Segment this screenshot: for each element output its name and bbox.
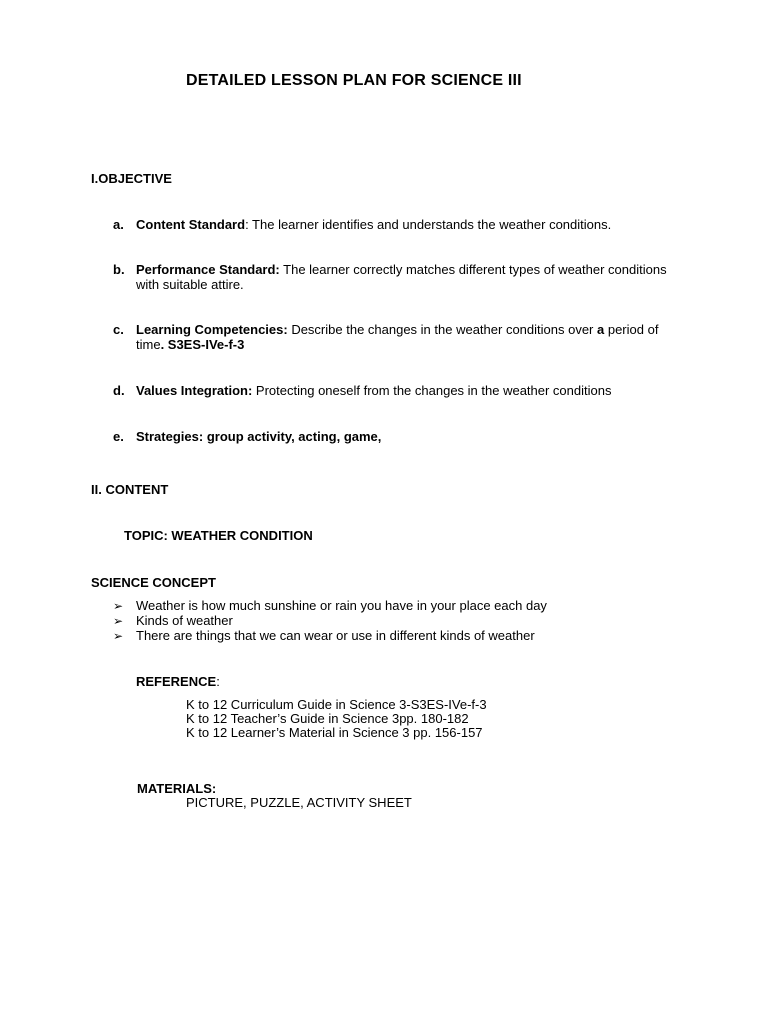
- reference-label: REFERENCE: [136, 674, 217, 689]
- objective-item-b: [113, 262, 673, 292]
- arrow-bullet-icon: ➢: [113, 599, 124, 613]
- arrow-bullet-icon: ➢: [113, 629, 124, 643]
- bullet-text: Kinds of weather: [136, 613, 233, 628]
- item-letter: b.: [113, 262, 125, 277]
- objective-item-a: [113, 217, 673, 232]
- bullet-text: There are things that we can wear or use in different kinds of weather: [136, 628, 535, 643]
- topic-line: TOPIC: WEATHER CONDITION: [124, 528, 313, 543]
- science-concept-heading: SCIENCE CONCEPT: [91, 575, 216, 590]
- bullet-text: Weather is how much sunshine or rain you have in your place each day: [136, 598, 547, 613]
- materials-text: PICTURE, PUZZLE, ACTIVITY SHEET: [186, 795, 412, 810]
- item-letter: c.: [113, 322, 124, 337]
- arrow-bullet-icon: ➢: [113, 614, 124, 628]
- item-text: group activity, acting, game,: [203, 429, 382, 444]
- item-text: Protecting oneself from the changes in the weather conditions: [252, 383, 612, 398]
- item-letter: d.: [113, 383, 125, 398]
- item-label: Learning Competencies:: [136, 322, 288, 337]
- objective-item-c: [113, 322, 673, 352]
- reference-colon: :: [216, 674, 220, 689]
- list-item: [113, 598, 547, 614]
- list-item: [113, 628, 535, 644]
- item-label: Values Integration:: [136, 383, 253, 398]
- competency-code: . S3ES-IVe-f-3: [160, 337, 245, 352]
- item-text-2: period of time: [136, 322, 659, 352]
- content-heading: II. CONTENT: [91, 482, 169, 497]
- reference-line: K to 12 Learner’s Material in Science 3 pp. 156-157: [186, 725, 483, 740]
- objective-item-e: [113, 429, 673, 444]
- list-item: [113, 613, 233, 629]
- item-bold-a: a: [597, 322, 605, 337]
- item-label: Strategies:: [136, 429, 204, 444]
- reference-heading: [136, 674, 220, 689]
- materials-heading: MATERIALS:: [137, 781, 217, 796]
- reference-line: K to 12 Curriculum Guide in Science 3-S3ES-IVe-f-3: [186, 697, 487, 712]
- item-label: Performance Standard:: [136, 262, 280, 277]
- objective-item-d: [113, 383, 673, 398]
- item-text: : The learner identifies and understands the weather conditions.: [245, 217, 612, 232]
- item-letter: a.: [113, 217, 124, 232]
- item-label: Content Standard: [136, 217, 246, 232]
- objective-heading: I.OBJECTIVE: [91, 171, 172, 186]
- item-text: Describe the changes in the weather conditions over: [287, 322, 597, 337]
- page-title: DETAILED LESSON PLAN FOR SCIENCE III: [186, 72, 522, 89]
- reference-line: K to 12 Teacher’s Guide in Science 3pp. 180-182: [186, 711, 469, 726]
- item-text: The learner correctly matches different types of weather conditions with suitable attire.: [136, 262, 667, 292]
- item-letter: e.: [113, 429, 124, 444]
